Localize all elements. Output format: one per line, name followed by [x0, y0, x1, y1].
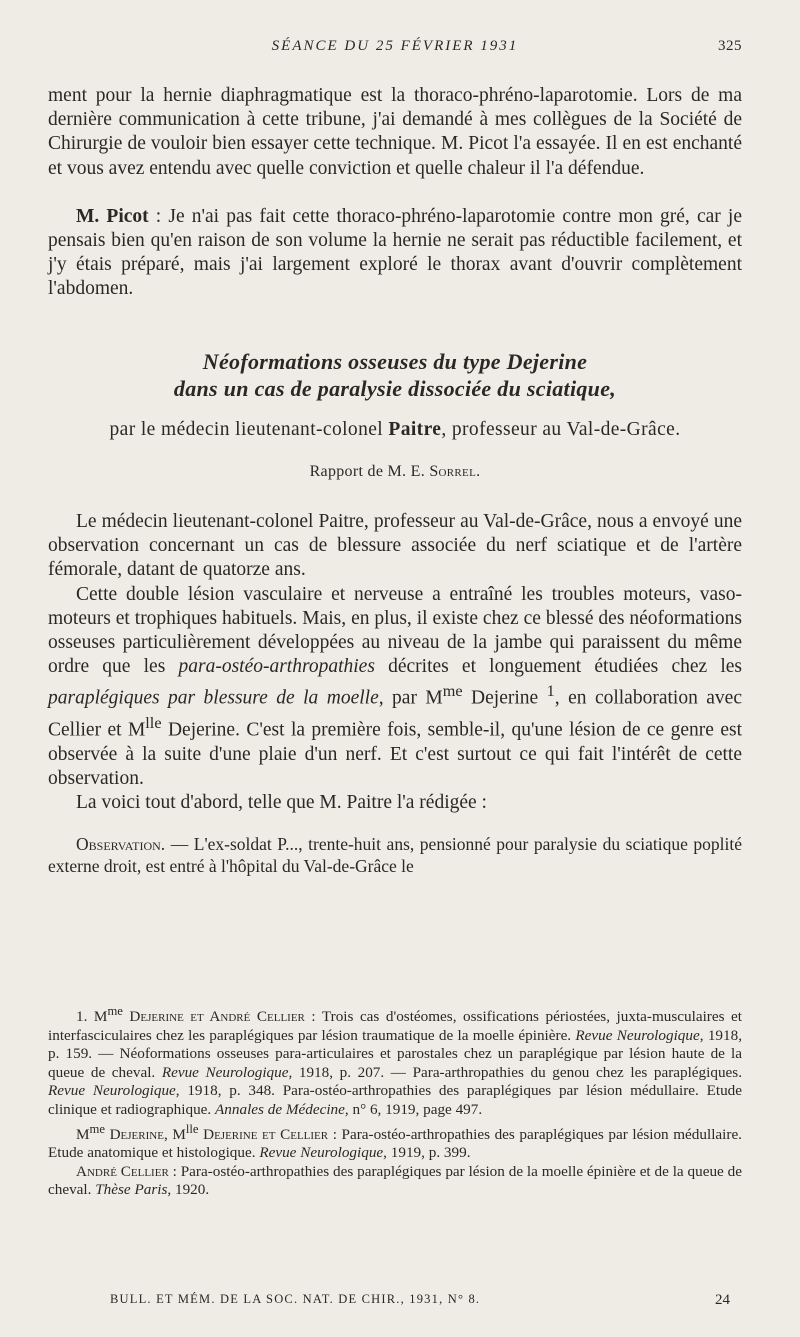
- observation-text: — L'ex-soldat P..., trente-huit ans, pensionné pour paralysie du sciatique poplité externe droit, est entré à l'hôpital du Val-de-Grâce le: [48, 834, 742, 877]
- lesion-italic-2: paraplégiques par blessure de la moelle: [48, 687, 379, 709]
- fn1-sup-me: me: [107, 1004, 123, 1018]
- fn2-author-1: Dejerine: [104, 1125, 164, 1143]
- footnote-2: [48, 1120, 742, 1163]
- rapport-suffix: .: [476, 462, 481, 480]
- fn1-journal-1: Revue Neurologique: [575, 1026, 700, 1044]
- lesion-text-3: , par M: [378, 687, 443, 709]
- observation-label: Observation.: [76, 834, 166, 855]
- fn2-journal: Revue Neurologique: [259, 1144, 384, 1162]
- footnote-1: [48, 1002, 742, 1120]
- speaker-text: : Je n'ai pas fait cette thoraco-phréno-laparotomie contre mon gré, car je pensais bien qu'en raison de son volume la hernie ne serait pas réductible facilement, et j'y étais préparé, mais j'ai largement exploré le thorax avant d'ouvrir complètement l'abdomen.: [48, 205, 742, 300]
- running-title: SÉANCE DU 25 FÉVRIER 1931: [271, 38, 519, 54]
- fn2-sup-me: me: [89, 1121, 105, 1136]
- footnote-ref-1: 1: [546, 682, 555, 701]
- speaker-name: M. Picot: [76, 205, 149, 227]
- fn3-thesis: Thèse Paris: [95, 1181, 168, 1199]
- rapport-line: [48, 460, 742, 484]
- fn2-title: M: [76, 1125, 90, 1143]
- fn1-text-4: , 1918, p. 348. Para-ostéo-arthropathies des paraplégiques par lésion médullaire. Etude clinique et radiographique.: [48, 1082, 742, 1119]
- paragraph-lesion: [48, 583, 742, 792]
- byline-prefix: par le médecin lieutenant-colonel: [109, 418, 389, 440]
- running-head: [48, 38, 742, 62]
- lesion-text-1: Cette double lésion vasculaire et nerveuse a entraîné les troubles moteurs, vaso-moteurs et trophiques habituels. Mais, en plus, il existe chez ce blessé des néoformations osseuses particulièrement développées au niveau de la jambe qui paraissent du même ordre que les: [48, 583, 742, 678]
- article-byline: [48, 418, 742, 442]
- observation-paragraph: [48, 833, 742, 877]
- lesion-text-2: décrites et longuement étudiées chez les: [374, 656, 742, 678]
- footnotes: [48, 1002, 742, 1200]
- fn1-text-5: , n° 6, 1919, page 497.: [344, 1101, 483, 1119]
- fn2-author-2: Dejerine et Cellier: [198, 1125, 329, 1143]
- fn1-text-2: , 1918, p. 159. — Néoformations osseuses para-articulaires et parostales chez un paraplégique par lésion haute de la queue de cheval.: [48, 1026, 742, 1081]
- signature-mark: 24: [715, 1292, 730, 1308]
- byline-author: Paitre: [388, 418, 442, 440]
- lesion-italic-1: para-ostéo-arthropathies: [178, 656, 375, 678]
- fn1-journal-2: Revue Neurologique: [161, 1063, 289, 1081]
- page-number: 325: [718, 38, 742, 54]
- paragraph-intro: Le médecin lieutenant-colonel Paitre, professeur au Val-de-Grâce, nous a envoyé une observation concernant un cas de blessure associée du nerf sciatique et de l'artère fémorale, datant de quatorze ans.: [48, 511, 742, 581]
- footnote-3: [48, 1163, 742, 1200]
- article-title-line-1: Néoformations osseuses du type Dejerine: [202, 348, 588, 374]
- fn2-text-1: : Para-ostéo-arthropathies des paraplégiques par lésion médullaire. Etude anatomique et histologique.: [48, 1125, 742, 1162]
- fn1-text-3: , 1918, p. 207. — Para-arthropathies du genou chez les paraplégiques.: [288, 1063, 742, 1081]
- rapport-prefix: Rapport de M. E.: [309, 462, 430, 480]
- fn2-sup-lle: lle: [185, 1121, 199, 1136]
- lesion-text-5: , en collaboration avec Cellier et M: [48, 687, 742, 741]
- page-footer: [110, 1292, 730, 1307]
- lesion-text-4: Dejerine: [462, 687, 547, 709]
- fn1-journal-4: Annales de Médecine: [215, 1101, 345, 1119]
- fn1-authors: Dejerine et André Cellier: [122, 1008, 305, 1026]
- fn3-text-2: , 1920.: [167, 1181, 210, 1199]
- fn2-text-2: , 1919, p. 399.: [383, 1144, 471, 1162]
- journal-citation: BULL. ET MÉM. DE LA SOC. NAT. DE CHIR., 1931, N° 8.: [110, 1292, 481, 1306]
- fn3-text-1: : Para-ostéo-arthropathies des paraplégiques par lésion de la moelle épinière et de la queue de cheval.: [48, 1162, 742, 1199]
- rapport-author: Sorrel: [429, 462, 477, 480]
- fn1-title: M: [93, 1008, 108, 1026]
- sup-me: me: [442, 682, 463, 701]
- footnote-number: 1.: [76, 1008, 94, 1026]
- sup-lle: lle: [145, 714, 162, 733]
- fn1-journal-3: Revue Neurologique: [48, 1082, 176, 1100]
- paragraph-continuation: ment pour la hernie diaphragmatique est la thoraco-phréno-laparotomie. Lors de ma dernière communication à cette tribune, j'ai demandé à mes collègues de la Société de Chirurgie de vouloir bien essayer cette technique. M. Picot l'a essayée. Il en est enchanté et vous avez entendu avec quelle conviction et quelle chaleur il l'a défendue.: [48, 85, 742, 179]
- byline-suffix: , professeur au Val-de-Grâce.: [441, 418, 681, 440]
- article-title: [48, 348, 742, 402]
- article-title-line-2: dans un cas de paralysie dissociée du sciatique,: [173, 375, 617, 401]
- lesion-text-6: Dejerine. C'est la première fois, semble-il, qu'une lésion de ce genre est observée à la suite d'une plaie d'un nerf. Et c'est surtout ce qui fait l'intérêt de cette observation.: [48, 719, 742, 790]
- fn2-sep: , M: [163, 1125, 186, 1143]
- fn3-author: André Cellier: [76, 1162, 169, 1180]
- paragraph-voici: La voici tout d'abord, telle que M. Paitre l'a rédigée :: [76, 792, 487, 814]
- body-text: [48, 84, 742, 877]
- fn1-text-1: : Trois cas d'ostéomes, ossifications périostées, juxta-musculaires et interfasciculaires chez les paraplégiques par lésion traumatique de la moelle épinière.: [48, 1008, 742, 1044]
- paragraph-picot: [48, 205, 742, 302]
